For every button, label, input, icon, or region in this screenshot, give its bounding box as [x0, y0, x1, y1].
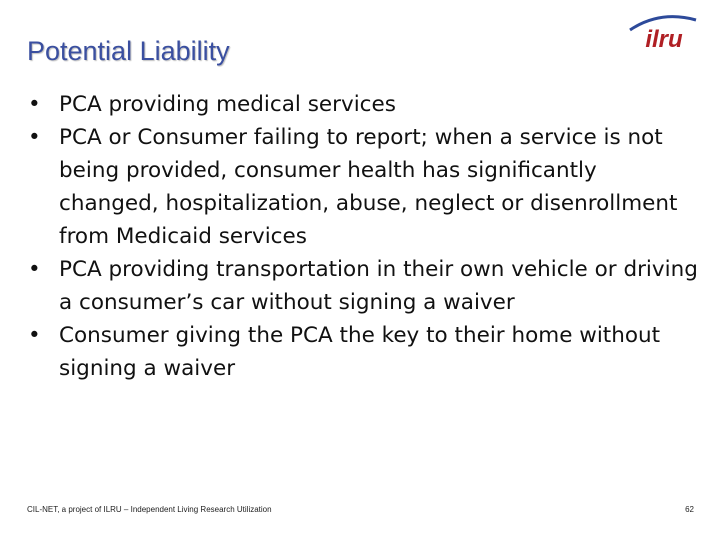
bullet-text: PCA or Consumer failing to report; when a service is not being provided, consumer health has significantly changed, hospitalization, abuse, neglect or disenrollment from Medicaid services	[59, 125, 678, 249]
bullet-list	[28, 88, 698, 385]
bullet-text: PCA providing transportation in their own vehicle or driving a consumer’s car without signing a waiver	[59, 257, 698, 315]
bullet-marker: •	[28, 125, 41, 150]
bullet-marker: •	[28, 257, 41, 282]
bullet-item	[28, 88, 698, 121]
page-number: 62	[685, 505, 694, 514]
bullet-text: Consumer giving the PCA the key to their home without signing a waiver	[59, 323, 661, 381]
bullet-item	[28, 319, 698, 385]
slide-title: Potential Liability	[27, 36, 230, 66]
bullet-item	[28, 253, 698, 319]
bullet-marker: •	[28, 323, 41, 348]
logo-text: ilru	[645, 26, 683, 52]
bullet-marker: •	[28, 92, 41, 117]
bullet-item	[28, 121, 698, 253]
ilru-logo	[620, 8, 700, 52]
footer-credit: CIL-NET, a project of ILRU – Independent Living Research Utilization	[27, 505, 272, 514]
bullet-text: PCA providing medical services	[59, 92, 396, 117]
